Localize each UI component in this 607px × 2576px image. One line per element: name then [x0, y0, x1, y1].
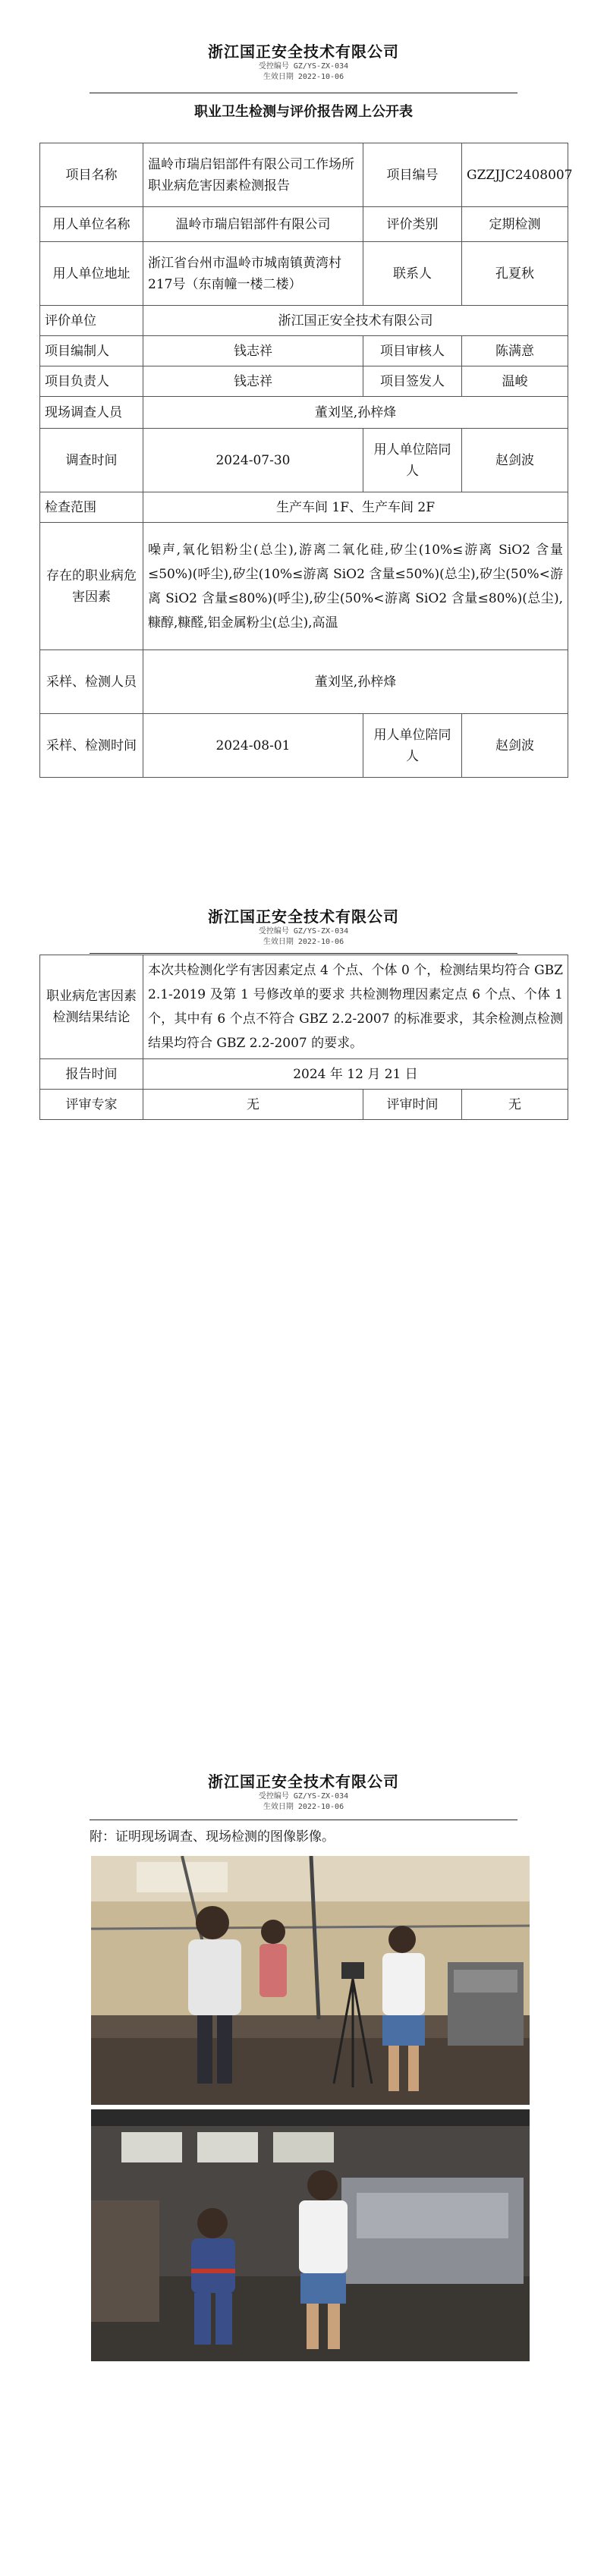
company-name: 浙江国正安全技术有限公司 — [208, 42, 399, 61]
survey-time: 2024-07-30 — [143, 429, 363, 492]
table-row — [40, 242, 568, 306]
table-row — [40, 397, 568, 429]
accompany2: 赵剑波 — [462, 714, 568, 778]
address-label: 用人单位地址 — [40, 242, 143, 306]
table-row — [40, 207, 568, 242]
conclusion: 本次共检测化学有害因素定点 4 个点、个体 0 个，检测结果均符合 GBZ 2.1-2019 及第 1 号修改单的要求 共检测物理因素定点 6 个点、个体 1 个，其中有 6 个点不符合 GBZ 2.2-2007 的标准要求，其余检测点检测结果均符合 GBZ 2.2-2007 的要求。 — [143, 955, 568, 1059]
sampling-time: 2024-08-01 — [143, 714, 363, 778]
contact: 孔夏秋 — [462, 242, 568, 306]
employer-label: 用人单位名称 — [40, 207, 143, 242]
page-3 — [0, 1722, 607, 2576]
eval-unit-label: 评价单位 — [40, 306, 143, 336]
on-site-detection-photo — [91, 2109, 530, 2361]
manager-label: 项目负责人 — [40, 366, 143, 397]
table-row — [40, 1090, 568, 1120]
sampling-staff-label: 采样、检测人员 — [40, 650, 143, 714]
annex-title: 附：证明现场调查、现场检测的图像影像。 — [90, 1829, 335, 1845]
disclosure-table — [39, 143, 573, 778]
scope-label: 检查范围 — [40, 492, 143, 523]
project-name-label: 项目名称 — [40, 143, 143, 207]
compiler: 钱志祥 — [143, 336, 363, 366]
page-header — [0, 39, 607, 83]
survey-time-label: 调查时间 — [40, 429, 143, 492]
table-row — [40, 714, 568, 778]
table-row — [40, 523, 568, 650]
table-row — [40, 492, 568, 523]
header-rule — [90, 953, 517, 954]
doc-title: 职业卫生检测与评价报告网上公开表 — [194, 104, 413, 120]
effective-date: 生效日期 2022-10-06 — [263, 938, 344, 946]
eval-type-label: 评价类别 — [363, 207, 462, 242]
issuer: 温峻 — [462, 366, 568, 397]
expert-label: 评审专家 — [40, 1090, 143, 1120]
accompany: 赵剑波 — [462, 429, 568, 492]
sampling-time-label: 采样、检测时间 — [40, 714, 143, 778]
on-site-detection-photo-svg — [91, 2109, 530, 2361]
report-time: 2024 年 12 月 21 日 — [143, 1059, 568, 1090]
control-number: 受控编号 GZ/YS-ZX-034 — [258, 927, 349, 936]
page-2 — [0, 865, 607, 1722]
effective-date: 生效日期 2022-10-06 — [263, 73, 344, 81]
compiler-label: 项目编制人 — [40, 336, 143, 366]
report-time-label: 报告时间 — [40, 1059, 143, 1090]
address: 浙江省台州市温岭市城南镇黄湾村217号（东南幢一楼二楼） — [143, 242, 363, 306]
company-name: 浙江国正安全技术有限公司 — [208, 907, 399, 926]
conclusion-label: 职业病危害因素检测结果结论 — [40, 955, 143, 1059]
project-no-label: 项目编号 — [363, 143, 462, 207]
contact-label: 联系人 — [363, 242, 462, 306]
table-row — [40, 366, 568, 397]
field-survey-photo-svg — [91, 1856, 530, 2105]
conclusion-table — [39, 955, 568, 1120]
table-row — [40, 336, 568, 366]
scope: 生产车间 1F、生产车间 2F — [143, 492, 568, 523]
survey-staff: 董刘坚,孙梓烽 — [143, 397, 568, 429]
reviewer-label: 项目审核人 — [363, 336, 462, 366]
hazards: 噪声,氧化铝粉尘(总尘),游离二氧化硅,矽尘(10%≤游离 SiO2 含量≤50%)(呼尘),矽尘(10%≤游离 SiO2 含量≤50%)(总尘),矽尘(50%<游离 SiO2 含量≤80%)(呼尘),矽尘(50%<游离 SiO2 含量≤80%)(总尘),糠醇,糠醛,铝金属粉尘(总尘),高温 — [143, 523, 568, 650]
project-no: GZZJJC2408007 — [462, 143, 568, 207]
page-header — [0, 1769, 607, 1813]
review-time: 无 — [462, 1090, 568, 1120]
page-1 — [0, 0, 607, 865]
table-row — [40, 429, 568, 492]
control-number: 受控编号 GZ/YS-ZX-034 — [258, 62, 349, 71]
table-row — [40, 955, 568, 1059]
employer: 温岭市瑞启铝部件有限公司 — [143, 207, 363, 242]
table-row — [40, 143, 568, 207]
manager: 钱志祥 — [143, 366, 363, 397]
eval-unit: 浙江国正安全技术有限公司 — [143, 306, 568, 336]
reviewer: 陈满意 — [462, 336, 568, 366]
table-row — [40, 650, 568, 714]
table-row — [40, 306, 568, 336]
page-header — [0, 904, 607, 948]
control-number: 受控编号 GZ/YS-ZX-034 — [258, 1792, 349, 1801]
project-name: 温岭市瑞启铝部件有限公司工作场所职业病危害因素检测报告 — [143, 143, 363, 207]
survey-staff-label: 现场调查人员 — [40, 397, 143, 429]
company-name: 浙江国正安全技术有限公司 — [208, 1772, 399, 1791]
field-survey-photo — [91, 1856, 530, 2105]
expert: 无 — [143, 1090, 363, 1120]
table-row — [40, 1059, 568, 1090]
review-time-label: 评审时间 — [363, 1090, 462, 1120]
effective-date: 生效日期 2022-10-06 — [263, 1803, 344, 1811]
accompany2-label: 用人单位陪同人 — [363, 714, 462, 778]
accompany-label: 用人单位陪同人 — [363, 429, 462, 492]
eval-type: 定期检测 — [462, 207, 568, 242]
hazards-label: 存在的职业病危害因素 — [40, 523, 143, 650]
issuer-label: 项目签发人 — [363, 366, 462, 397]
sampling-staff: 董刘坚,孙梓烽 — [143, 650, 568, 714]
